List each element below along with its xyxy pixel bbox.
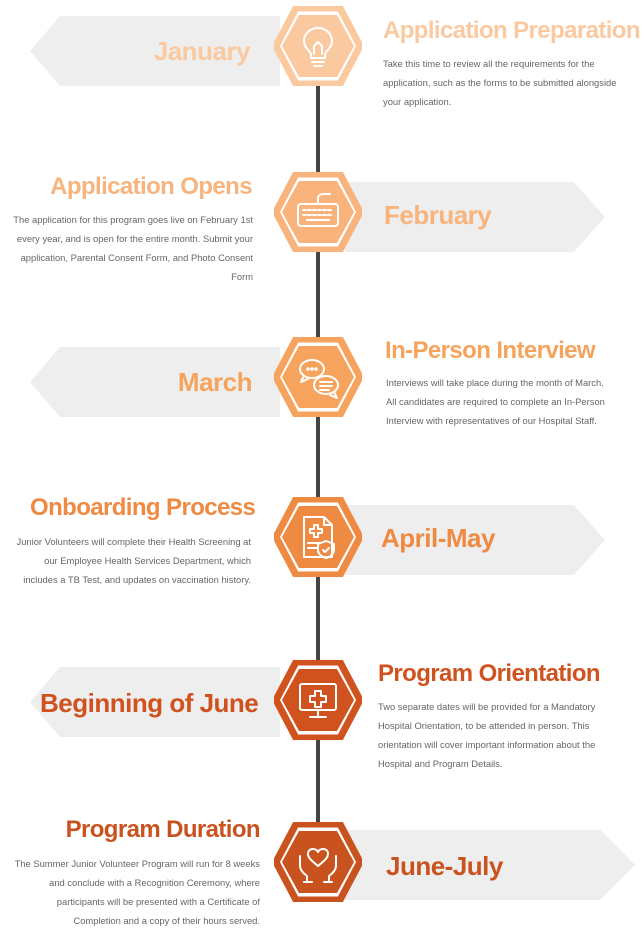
month-label-beginning-of-june: Beginning of June [40,688,259,718]
month-label-february: February [384,200,492,230]
step-description-5: Two separate dates will be provided for a Mandatory Hospital Orientation, to be attended in person. This orientation will cover important information about the Hospital and Program Details. [378,701,596,769]
step-description-6: The Summer Junior Volunteer Program will run for 8 weeks and conclude with a Recognition Ceremony, where participants will be presented with a Certificate of Completion and a copy of their hours served. [14,858,260,926]
step-hexagon-2 [274,172,362,252]
step-description-2: The application for this program goes live on February 1st every year, and is open for the entire month. Submit your application, Parental Consent Form, and Photo Consent Form [13,214,253,282]
step-hexagon-4 [274,497,362,577]
step-description-4: Junior Volunteers will complete their Health Screening at our Employee Health Services Department, which includes a TB Test, and updates on vaccination history. [16,536,251,585]
step-title-application-opens: Application Opens [50,173,252,200]
month-label-june-july: June-July [386,851,503,881]
step-title-program-duration: Program Duration [65,816,260,843]
step-hexagon-6 [274,822,362,902]
step-title-in-person-interview: In-Person Interview [385,337,595,364]
month-label-january: January [153,36,250,66]
step-title-program-orientation: Program Orientation [378,660,600,687]
step-title-application-preparation: Application Preparation [383,17,640,44]
step-hexagon-5 [274,660,362,740]
step-hexagon-1 [274,6,362,86]
step-hexagon-3 [274,337,362,417]
step-title-onboarding-process: Onboarding Process [30,494,256,521]
step-description-3: Interviews will take place during the month of March. All candidates are required to complete an In-Person Interview with representatives of our Hospital Staff. [386,377,605,426]
month-label-march: March [177,367,252,397]
month-label-april-may: April-May [381,523,495,553]
step-description-1: Take this time to review all the requirements for the application, such as the forms to be submitted alongside your application. [383,58,617,107]
